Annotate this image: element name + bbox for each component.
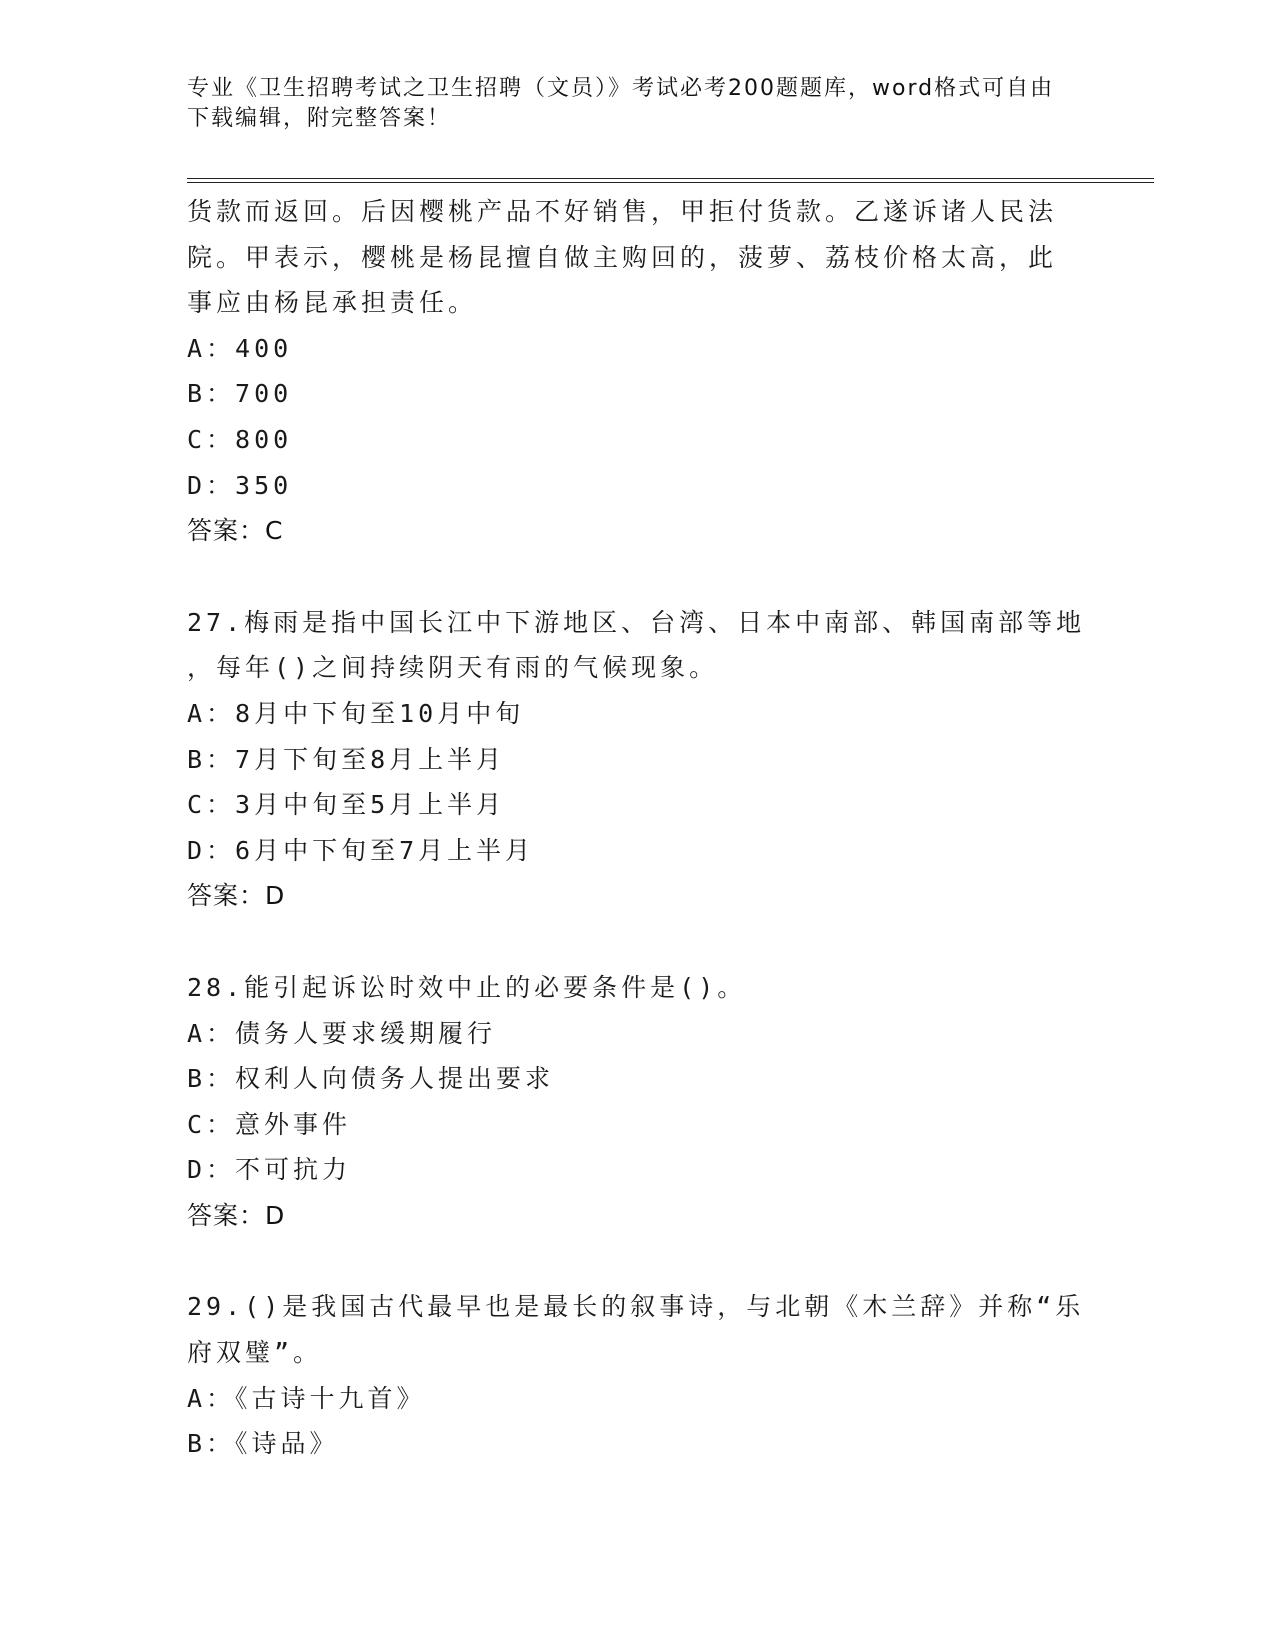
answer-line: 答案：D (187, 1200, 286, 1230)
option-c: C：800 (187, 424, 293, 454)
header-rule-top (187, 178, 1154, 179)
option-a: A：债务人要求缓期履行 (187, 1018, 497, 1048)
question-29-block (187, 1284, 1087, 1466)
option-a: A：400 (187, 333, 293, 363)
question-text-line: 院。甲表示，樱桃是杨昆擅自做主购回的，菠萝、荔枝价格太高，此 (187, 242, 1058, 272)
option-b: B：《诗品》 (187, 1429, 339, 1459)
option-a: A：8月中下旬至10月中旬 (187, 698, 525, 728)
option-d: D：不可抗力 (187, 1155, 352, 1185)
option-c: C：意外事件 (187, 1109, 352, 1139)
question-26-block (187, 189, 1087, 554)
answer-line: 答案：D (187, 881, 286, 911)
question-text-line: 27.梅雨是指中国长江中下游地区、台湾、日本中南部、韩国南部等地 (187, 607, 1086, 637)
spacer (187, 554, 1087, 600)
question-text-line: 府双璧”。 (187, 1338, 323, 1368)
question-text-line: 29.()是我国古代最早也是最长的叙事诗，与北朝《木兰辞》并称“乐 (187, 1292, 1085, 1322)
question-text-line: 货款而返回。后因樱桃产品不好销售，甲拒付货款。乙遂诉诸人民法 (187, 197, 1058, 226)
spacer (187, 1238, 1087, 1284)
option-d: D：6月中下旬至7月上半月 (187, 835, 535, 865)
option-d: D：350 (187, 470, 293, 500)
option-a: A：《古诗十九首》 (187, 1383, 426, 1413)
answer-line: 答案：C (187, 516, 284, 546)
document-header: 专业《卫生招聘考试之卫生招聘（文员）》考试必考200题题库，word格式可自由下载编辑，附完整答案！ (187, 76, 1055, 131)
question-text-line: 28.能引起诉讼时效中止的必要条件是()。 (187, 972, 747, 1002)
option-b: B：7月下旬至8月上半月 (187, 744, 506, 774)
question-27-block (187, 600, 1087, 919)
question-text-line: ，每年()之间持续阴天有雨的气候现象。 (187, 653, 719, 683)
question-list (187, 189, 1087, 1467)
header-rule-bottom (187, 182, 1154, 183)
option-b: B：700 (187, 379, 293, 409)
question-text-line: 事应由杨昆承担责任。 (187, 288, 478, 318)
question-28-block (187, 965, 1087, 1239)
spacer (187, 919, 1087, 965)
option-c: C：3月中旬至5月上半月 (187, 790, 506, 820)
option-b: B：权利人向债务人提出要求 (187, 1064, 555, 1094)
